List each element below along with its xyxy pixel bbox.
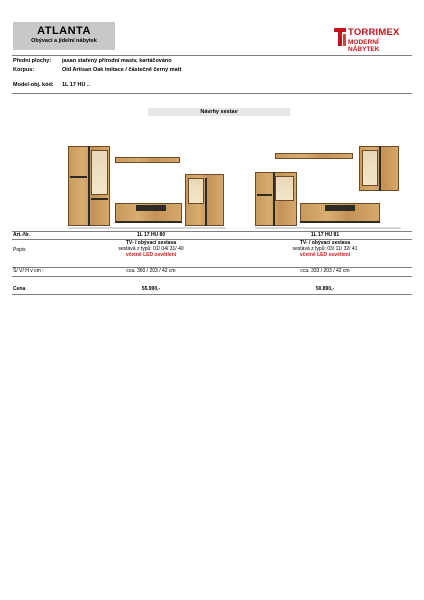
price-label: Cena [13, 286, 26, 292]
lowboard-base [115, 221, 182, 223]
front-label: Přední plochy: [13, 58, 52, 64]
floor-shadow [255, 227, 401, 229]
brand-subtitle: Obývací a jídelní nábytek [31, 38, 97, 44]
lowboard-drawer [325, 205, 355, 211]
set-1-dims: cca. 360 / 203 / 42 cm [126, 268, 176, 274]
floor-shadow [68, 227, 226, 229]
vitrine-divider [88, 146, 90, 226]
dims-label: Š/ V/ H v cm : [13, 268, 44, 274]
vitrine-glass [91, 150, 108, 195]
set-2-description [265, 240, 385, 259]
torrimex-logo-icon [334, 28, 346, 46]
set-2-title: TV- / obývací sestava [299, 240, 351, 246]
vitrine-left-glass [275, 176, 294, 201]
front-value: jasan stařený přírodní masiv, kartáčováno [62, 58, 172, 64]
logo-name: TORRIMEX [348, 27, 400, 38]
set-1-description [91, 240, 211, 259]
wall-shelf [275, 153, 353, 159]
divider [12, 294, 412, 295]
divider [12, 55, 412, 56]
model-value: 1L 17 HU .. [62, 82, 91, 88]
set-2-dims: cca. 333 / 203 / 42 cm [300, 268, 350, 274]
section-title: Návrhy sestav [148, 108, 290, 116]
body-label: Korpus: [13, 67, 35, 73]
set-2-art-nr: 1L 17 HU 81 [310, 232, 340, 238]
torrimex-logo [330, 24, 410, 52]
vitrine-left-divider [273, 172, 275, 226]
set-1-art-nr: 1L 17 HU 80 [136, 232, 166, 238]
wall-vitrine-divider [379, 146, 381, 191]
set-1-led: včetně LED osvětlení [125, 252, 177, 259]
art-nr-label: Art.-Nr. [13, 232, 30, 238]
vitrine-left-stripe [257, 194, 272, 196]
wall-vitrine-glass [362, 150, 378, 186]
vitrine-stripe [91, 198, 108, 200]
set-2-led: včetně LED osvětlení [299, 252, 351, 259]
popis-label: Popis [13, 247, 26, 253]
divider [12, 276, 412, 277]
vitrine-side-glass [188, 178, 204, 204]
lowboard-base [300, 221, 380, 223]
wall-shelf [115, 157, 180, 163]
set-2-composition: sestává z typů: 03/ 11/ 32/ 41 [292, 246, 358, 253]
set-1-composition: sestává z typů: 01/ 04/ 31/ 40 [118, 246, 184, 253]
lowboard-drawer [136, 205, 166, 211]
divider [12, 93, 412, 94]
logo-subtitle: MODERNÍ NÁBYTEK [348, 39, 380, 53]
set-1-price: 55.990,- [141, 286, 161, 292]
vitrine-stripe [70, 176, 87, 178]
vitrine-side-divider [205, 178, 207, 226]
set-1-title: TV- / obývací sestava [125, 240, 177, 246]
brand-title: ATLANTA [37, 25, 91, 37]
body-value: Old Artisan Oak imitace / částečně černý matt [62, 67, 182, 73]
brand-box [13, 22, 115, 50]
model-label: Model-obj. kód: [13, 82, 54, 88]
set-2-price: 50.890,- [315, 286, 335, 292]
